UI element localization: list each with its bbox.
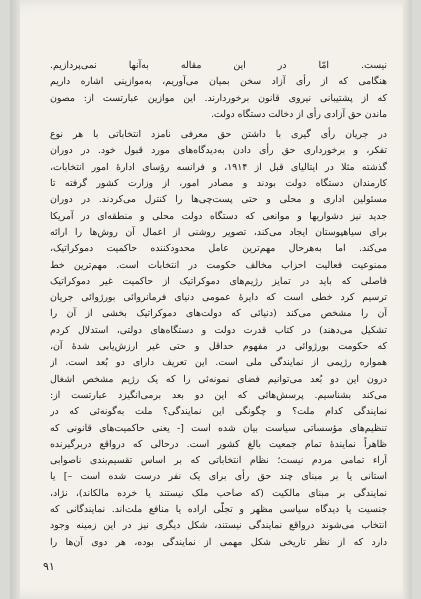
- text-line: تشکیل می‌دهند) در کتاب قدرت دولت و دستگاه‌های دولتی، استدلال کردم: [50, 324, 387, 336]
- scan-right-edge: [403, 0, 412, 599]
- scan-left-edge: [10, 0, 20, 599]
- text-line: دارد که از نظر تاریخی شکل مهمی از نمایندگی بوده، هر دوی آن‌ها را: [50, 536, 387, 548]
- text-line: جنسیت یا دیدگاه سیاسی مظهر و تجلّی اراده یا منافع ملت‌اند. نمایندگانی که: [50, 504, 387, 516]
- text-line: می‌کند بشناسیم. پرسش‌هائی که این دو بعد برمی‌انگیزد عبارتست از:: [50, 389, 387, 401]
- text-line: آراء تمامی مردم نیست؛ نظام انتخاباتی که بر اساس تقسیم‌بندی ناصوابی: [50, 455, 387, 467]
- body-text: [50, 58, 387, 551]
- text-line: که حکومت بورژوائی در مفهوم حداقل و حتی غیر ارزش‌یابی شدهٔ آن،: [50, 341, 387, 353]
- text-line: در جریان رأی گیری با داشتن حق معرفی نامزد انتخاباتی با هر نوع: [50, 129, 387, 141]
- page-number: ۹۱: [43, 560, 55, 573]
- text-line: نمایندگی بر مبنای مالکیت (که صاحب ملک نیستند یا خرده مالکاند)، نژاد،: [50, 487, 387, 499]
- text-line: تفکر، و برخورداری حق رأی دادن به‌دیدگاه‌های مورد قبول خود. در دوران: [50, 145, 387, 157]
- text-line: گذشته مثلا در ایتالیای قبل از ۱۹۱۴، و فرانسه رؤسای ادارهٔ امور انتخابات،: [50, 161, 387, 173]
- scanned-page: [10, 0, 412, 599]
- text-line: که از پشتیبانی نیروی قانون برخوردارند. این موازین عبارتست از: مصون: [50, 92, 387, 104]
- text-line: ظاهراً نمایندهٔ تمام جمعیت بالغ کشور است. درحالی که درواقع دربرگیرنده: [50, 438, 387, 450]
- text-line: ترسیم کرد خطی است که دایرهٔ عمومی دنیای فرمانروائی بورژوائی جریان: [50, 292, 387, 304]
- text-line: همواره رژیمی از نمایندگی ملی است. این تعریف دارای دو بُعد است. از: [50, 357, 387, 369]
- text-line: مسئولین اداری و محلی و حتی پست‌چی‌ها را کنترل می‌کردند. در دوران: [50, 194, 387, 206]
- text-line: آن را مشخص می‌کند (دنیائی که دولت‌های دموکراتیک بخشی از آن را: [50, 308, 387, 320]
- text-line: فاصلی که باید در تمایز رژیم‌های دموکراتیک از حاکمیت غیر دموکراتیک: [50, 275, 387, 287]
- text-line: نیست. امّا در این مقاله به‌آنها نمی‌پردازیم.: [50, 60, 387, 71]
- text-line: انتخاب می‌شوند درواقع نمایندگی نیستند، شکل دیگری نیز در این زمینه وجود: [50, 520, 387, 532]
- text-line: می‌کند. اما به‌هرحال مهم‌ترین عامل محدودکننده حاکمیت دموکراتیک،: [50, 243, 387, 255]
- text-line: ممنوعیت فعالیت احزاب مخالف حکومت در انتخابات است. مهم‌ترین خط: [50, 259, 387, 271]
- text-line: ماندن حق آزادی رأی از دخالت دستگاه دولت.: [210, 108, 387, 120]
- text-line: جدید نیز دشواریها و موانعی که دستگاه دولت محلی و منطقه‌ای در آمریکا: [50, 210, 387, 222]
- text-line: هنگامی که از رأی آزاد سخن بمیان می‌آوریم، به‌موازینی اشاره داریم: [50, 76, 387, 88]
- text-line: نمایندگی کدام ملت؟ و چگونگی این نمایندگی؟ ملت به‌گونه‌ئی که در: [50, 406, 387, 418]
- text-line: برای سیاهپوستان ایجاد می‌کند، تصویر روشنی از اعمال آن روش‌ها را ارائه: [50, 226, 387, 238]
- text-line: تنظیم‌های مؤسساتی سیاست بیان شده است [- یعنی حاکمیت‌های قانونی که: [50, 422, 387, 434]
- text-line: کارمندان دستگاه دولت بودند و مصادر امور، از وزارت کشور گرفته تا: [50, 178, 387, 190]
- text-line: استانی یا بر مبنای چند حق رأی برای یک نفر درست شده است –] یا: [50, 471, 387, 483]
- text-line: درون این دو بُعد می‌توانیم فضای نمونه‌ئی را که یک رژیم مشخص اشغال: [50, 373, 387, 385]
